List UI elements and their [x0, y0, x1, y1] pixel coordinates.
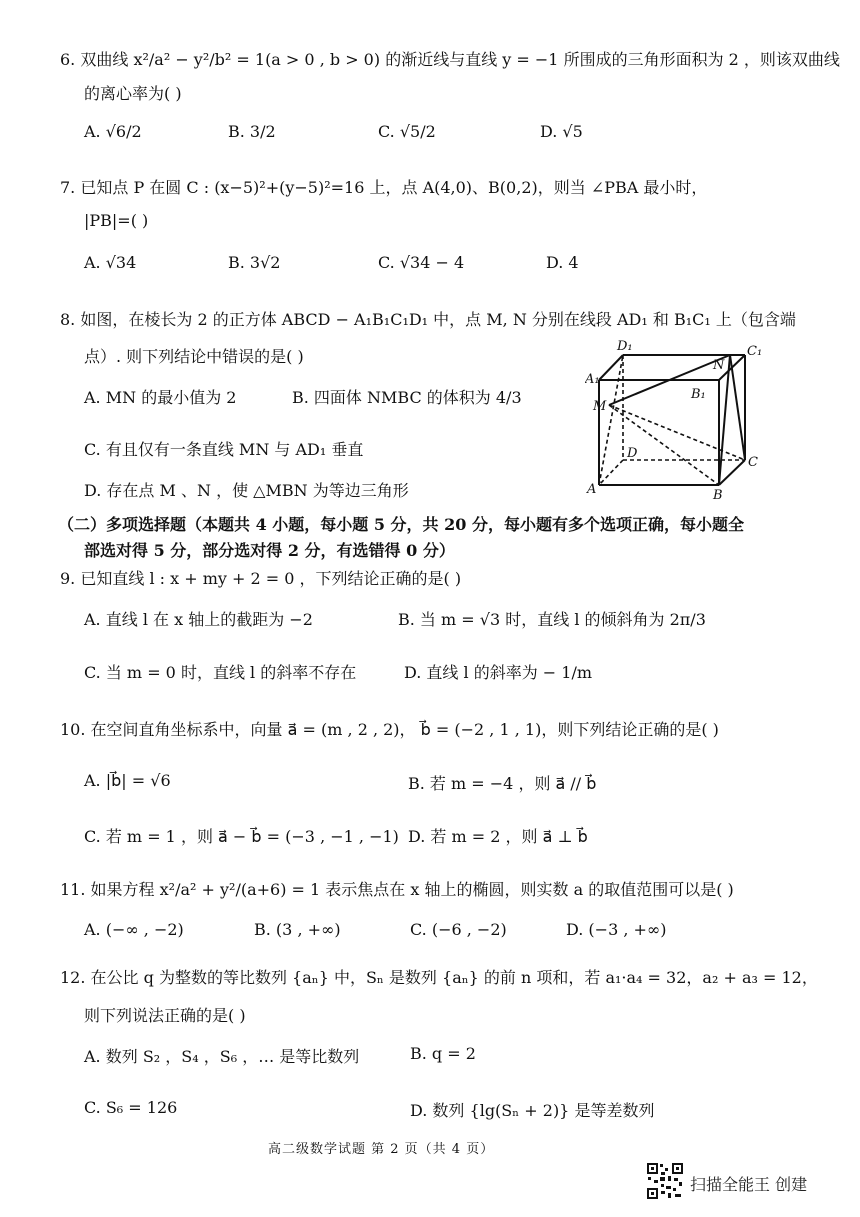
question-10-stem: 10. 在空间直角坐标系中，向量 a⃗ = (m , 2 , 2)， b⃗ = (−2 , 1 , 1)，则下列结论正确的是( ) — [60, 720, 719, 739]
label-b1: B₁ — [691, 387, 706, 402]
question-8-stem-line2: 点）. 则下列结论中错误的是( ) — [84, 347, 304, 366]
question-6-option-c: C. √5/2 — [378, 122, 436, 141]
question-6-stem-line2: 的离心率为( ) — [84, 84, 182, 103]
question-8-stem-line1: 8. 如图，在棱长为 2 的正方体 ABCD − A₁B₁C₁D₁ 中，点 M, N 分别在线段 AD₁ 和 B₁C₁ 上（包含端 — [60, 310, 796, 329]
question-10-option-d: D. 若 m = 2 ，则 a⃗ ⊥ b⃗ — [408, 827, 588, 846]
question-8-option-b: B. 四面体 NMBC 的体积为 4/3 — [292, 388, 522, 407]
question-12-option-b: B. q = 2 — [410, 1044, 476, 1063]
cube-figure — [585, 335, 775, 505]
question-11-stem: 11. 如果方程 x²/a² + y²/(a+6) = 1 表示焦点在 x 轴上的椭圆，则实数 a 的取值范围可以是( ) — [60, 880, 734, 899]
question-11-option-b: B. (3 , +∞) — [254, 920, 341, 939]
question-10-option-a: A. |b⃗| = √6 — [84, 771, 171, 790]
question-12-stem-line1: 12. 在公比 q 为整数的等比数列 {aₙ} 中，Sₙ 是数列 {aₙ} 的前 n 项和，若 a₁·a₄ = 32，a₂ + a₃ = 12， — [60, 968, 818, 987]
question-9-stem: 9. 已知直线 l : x + my + 2 = 0 ，下列结论正确的是( ) — [60, 569, 462, 588]
question-6-stem-line1: 6. 双曲线 x²/a² − y²/b² = 1(a > 0 , b > 0) 的渐近线与直线 y = −1 所围成的三角形面积为 2 ，则该双曲线 — [60, 50, 840, 69]
question-11-option-a: A. (−∞ , −2) — [84, 920, 184, 939]
question-7-stem-line2: |PB|=( ) — [84, 211, 149, 230]
question-9-option-d: D. 直线 l 的斜率为 − 1/m — [404, 663, 593, 682]
scanner-watermark-text: 扫描全能王 创建 — [690, 1175, 808, 1194]
question-12-option-c: C. S₆ = 126 — [84, 1098, 178, 1117]
question-6-option-d: D. √5 — [540, 122, 583, 141]
question-9-option-c: C. 当 m = 0 时，直线 l 的斜率不存在 — [84, 663, 357, 682]
question-10-option-c: C. 若 m = 1 ，则 a⃗ − b⃗ = (−3 , −1 , −1) — [84, 827, 399, 846]
question-7-option-c: C. √34 − 4 — [378, 253, 465, 272]
question-8-option-c: C. 有且仅有一条直线 MN 与 AD₁ 垂直 — [84, 440, 364, 459]
question-6-option-a: A. √6/2 — [84, 122, 142, 141]
question-8-option-d: D. 存在点 M 、N ，使 △MBN 为等边三角形 — [84, 481, 409, 500]
label-d1: D₁ — [617, 339, 633, 354]
question-7-option-d: D. 4 — [546, 253, 579, 272]
question-7-option-b: B. 3√2 — [228, 253, 281, 272]
label-c: C — [748, 455, 758, 470]
section-2-heading-line1: （二）多项选择题（本题共 4 小题，每小题 5 分，共 20 分，每小题有多个选项正确，每小题全 — [58, 515, 744, 534]
question-12-stem-line2: 则下列说法正确的是( ) — [84, 1006, 246, 1025]
label-m: M — [593, 399, 607, 414]
question-9-option-a: A. 直线 l 在 x 轴上的截距为 −2 — [84, 610, 313, 629]
question-6-option-b: B. 3/2 — [228, 122, 276, 141]
question-10-option-b: B. 若 m = −4 ，则 a⃗ // b⃗ — [408, 774, 597, 793]
question-12-option-d: D. 数列 {lg(Sₙ + 2)} 是等差数列 — [410, 1101, 655, 1120]
label-c1: C₁ — [747, 344, 763, 359]
label-n: N — [713, 358, 725, 373]
label-a1: A₁ — [585, 372, 600, 387]
question-8-option-a: A. MN 的最小值为 2 — [84, 388, 237, 407]
question-9-option-b: B. 当 m = √3 时，直线 l 的倾斜角为 2π/3 — [398, 610, 706, 629]
question-12-option-a: A. 数列 S₂ ，S₄ ，S₆ ，… 是等比数列 — [84, 1047, 360, 1066]
question-7-option-a: A. √34 — [84, 253, 137, 272]
question-11-option-c: C. (−6 , −2) — [410, 920, 507, 939]
question-7-stem-line1: 7. 已知点 P 在圆 C : (x−5)²+(y−5)²=16 上，点 A(4,0)、B(0,2)，则当 ∠PBA 最小时， — [60, 178, 708, 197]
section-2-heading-line2: 部选对得 5 分，部分选对得 2 分，有选错得 0 分） — [84, 541, 455, 560]
label-b: B — [713, 488, 723, 503]
question-11-option-d: D. (−3 , +∞) — [566, 920, 667, 939]
label-a: A — [587, 482, 597, 497]
page-footer: 高二级数学试题 第 2 页（共 4 页） — [268, 1142, 495, 1157]
label-d: D — [627, 446, 638, 461]
qr-code-icon — [646, 1162, 684, 1200]
